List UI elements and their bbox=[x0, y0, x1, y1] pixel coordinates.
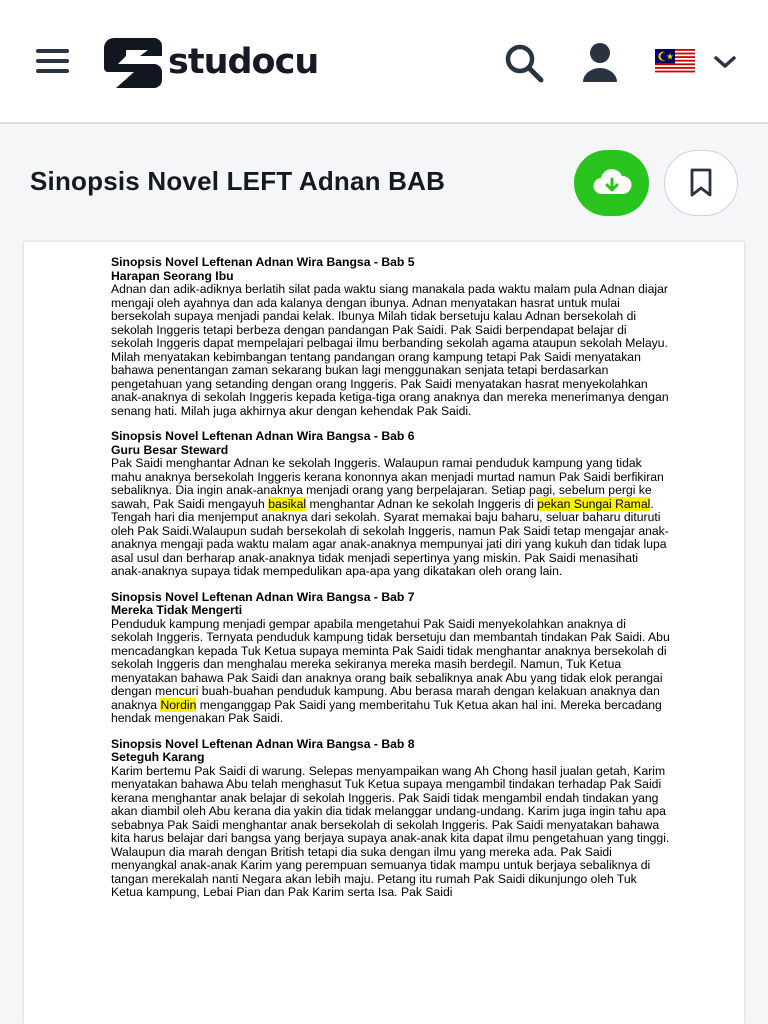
section-heading: Sinopsis Novel Leftenan Adnan Wira Bangsa - Bab 5 bbox=[111, 255, 415, 269]
section-bab-6 bbox=[111, 430, 671, 579]
highlighted-text: basikal bbox=[268, 496, 307, 511]
chevron-down-icon[interactable] bbox=[712, 53, 738, 71]
text-segment: menghantar Adnan ke sekolah Inggeris di bbox=[306, 496, 538, 511]
cloud-download-icon bbox=[592, 168, 632, 198]
logo-text: studocu bbox=[168, 42, 319, 82]
document-title: Sinopsis Novel LEFT Adnan BAB bbox=[30, 166, 446, 196]
studocu-logo-icon bbox=[104, 36, 162, 88]
section-bab-8 bbox=[111, 738, 671, 900]
text-segment: Pak Saidi menghantar Adnan ke sekolah Inggeris. Walaupun ramai penduduk kampung yang tidak mahu anaknya bersekolah Inggeris kerana kononnya akan menjadi murtad namun Pak Saidi berfikiran sebaliknya. Dia ingin anak-anaknya menjadi orang yang berpelajaran. Setiap pagi, sebelum pergi ke sawah, Pak Saidi mengayuh bbox=[111, 456, 664, 511]
section-subheading: Guru Besar Steward bbox=[111, 442, 229, 457]
document-content bbox=[111, 256, 671, 912]
user-icon[interactable] bbox=[581, 42, 619, 84]
section-heading: Sinopsis Novel Leftenan Adnan Wira Bangsa - Bab 7 bbox=[111, 589, 415, 604]
section-subheading: Seteguh Karang bbox=[111, 750, 205, 764]
search-icon[interactable] bbox=[503, 42, 545, 84]
highlighted-text: pekan Sungai Ramal bbox=[537, 496, 651, 511]
document-header bbox=[0, 126, 768, 242]
section-text bbox=[111, 457, 671, 579]
section-text: Adnan dan adik-adiknya berlatih silat pada waktu siang manakala pada waktu malam pula Adnan diajar mengaji oleh ayahnya dan ada kalanya dengan ibunya. Adnan menyatakan hasrat untuk mulai bersekolah supaya menjadi pandai kelak. Ibunya Milah tidak bersetuju kalau Adnan bersekolah di sekolah Inggeris tetapi berbeza dengan pandangan Pak Saidi. Pak Saidi berpendapat belajar di sekolah Inggeris dapat mempelajari pelbagai ilmu berbanding sekolah agama ataupun sekolah Melayu. Milah menyatakan kebimbangan tentang pandangan orang kampung tetapi Pak Saidi menyatakan bahawa penentangan zaman sekarang bukan lagi menggunakan senjata tetapi berdasarkan pengetahuan yang setanding dengan orang Inggeris. Pak Saidi menyatakan hasrat menyekolahkan anak-anaknya di sekolah Inggeris kepada ketiga-tiga orang anaknya dan mereka menerimanya dengan senang hati. Milah juga akhirnya akur dengan kehendak Pak Saidi. bbox=[111, 282, 669, 418]
section-subheading: Harapan Seorang Ibu bbox=[111, 268, 234, 283]
studocu-logo[interactable] bbox=[104, 36, 318, 88]
section-subheading: Mereka Tidak Mengerti bbox=[111, 603, 243, 617]
bookmark-icon bbox=[689, 168, 713, 198]
section-bab-5 bbox=[111, 256, 671, 418]
section-heading: Sinopsis Novel Leftenan Adnan Wira Bangsa - Bab 8 bbox=[111, 736, 415, 751]
top-navigation-bar bbox=[0, 0, 768, 124]
menu-icon[interactable] bbox=[36, 46, 70, 76]
section-text: Karim bertemu Pak Saidi di warung. Selepas menyampaikan wang Ah Chong hasil jualan getah, Karim menyatakan bahawa Abu telah menghasut Tuk Ketua supaya mengambil tindakan terhadap Pak Saidi kerana menghantar anak belajar di sekolah Inggeris. Pak Saidi tidak mengambil endah tindakan yang akan diambil oleh Abu kerana dia yakin dia tidak melanggar undang-undang. Karim juga ingin tahu apa sebabnya Pak Saidi menghantar anak bersekolah di sekolah Inggeris. Pak Saidi menyatakan bahawa kita harus belajar dari bangsa yang berjaya supaya anak-anak kita dapat ilmu pengetahuan yang tinggi. Walaupun dia marah dengan British tetapi dia suka dengan ilmu yang mereka ada. Pak Saidi menyangkal anak-anak Karim yang perempuan semuanya tidak mampu untuk berjaya sebaliknya di tangan merekalah nanti Negara akan lebih maju. Petang itu rumah Pak Saidi dikunjungo oleh Tuk Ketua kampung, Lebai Pian dan Pak Karim serta Isa. Pak Saidi bbox=[111, 763, 670, 899]
bookmark-button[interactable] bbox=[664, 150, 738, 216]
section-text bbox=[111, 618, 671, 726]
text-segment: . Tengah hari dia menjemput anaknya dari sekolah. Syarat memakai baju baharu, seluar baharu dituruti oleh Pak Saidi.Walaupun sudah bersekolah di sekolah Inggeris, namun Pak Saidi tetap mengajar anak-anaknya mengaji pada waktu malam agar anak-anaknya mempunyai jati diri yang kukuh dan tidak lupa asal usul dan berharap anak-anaknya tidak menjadi sepertinya yang miskin. Pak Saidi menasihati anak-anaknya supaya tidak mempedulikan apa-apa yang dikatakan oleh orang lain. bbox=[111, 496, 669, 578]
text-segment: menganggap Pak Saidi yang memberitahu Tuk Ketua akan hal ini. Mereka bercadang hendak mengenakan Pak Saidi. bbox=[111, 697, 662, 725]
malaysia-flag-icon[interactable] bbox=[655, 49, 695, 74]
section-bab-7 bbox=[111, 591, 671, 726]
text-segment: Penduduk kampung menjadi gempar apabila mengetahui Pak Saidi menyekolahkan anaknya di sekolah Inggeris. Ternyata penduduk kampung tidak bersetuju dan membantah tindakan Pak Saidi. Abu mencadangkan kepada Tuk Ketua supaya meminta Pak Saidi tidak menghantar anaknya bersekolah di sekolah Inggeris dan menghalau mereka sekiranya mereka masih berdegil. Namun, Tuk Ketua menyatakan bahawa Pak Saidi dan anaknya orang baik sebaliknya anak Abu yang tidak elok perangai dengan mencuri buah-buahan penduduk kampung. Abu berasa marah dengan kelakuan anaknya dan anaknya bbox=[111, 616, 670, 712]
section-heading: Sinopsis Novel Leftenan Adnan Wira Bangsa - Bab 6 bbox=[111, 429, 415, 443]
download-button[interactable] bbox=[574, 150, 649, 216]
highlighted-text: Nordin bbox=[160, 697, 197, 712]
document-page bbox=[24, 242, 744, 1024]
